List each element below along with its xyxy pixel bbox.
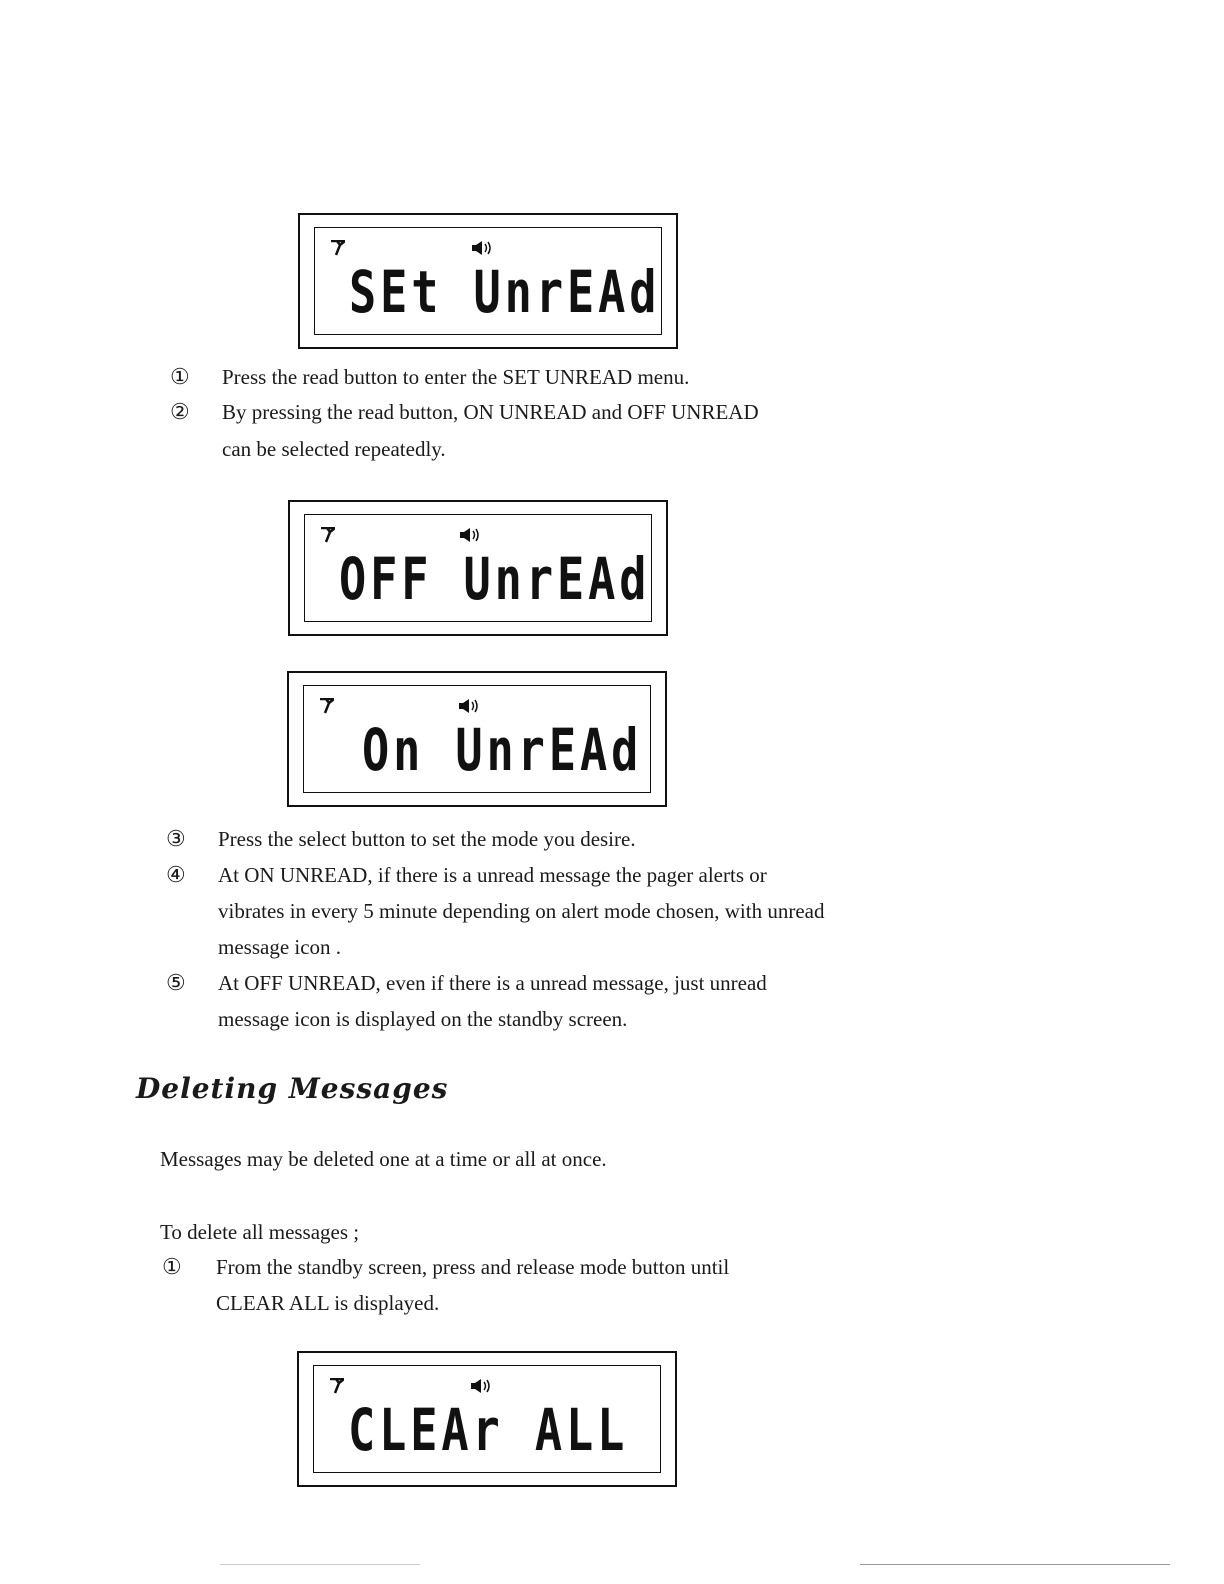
step-number: ③ (166, 826, 186, 851)
step-number: ① (162, 1254, 182, 1279)
scan-artifact (860, 1564, 1170, 1565)
step-text: From the standby screen, press and release mode button until (216, 1255, 730, 1279)
lcd-text: CLEAr ALL (348, 1396, 629, 1464)
step-text-continued: can be selected repeatedly. (222, 437, 446, 461)
lcd-screen (304, 514, 652, 622)
lcd-screen (314, 227, 662, 335)
lcd-display-off-unread (288, 500, 668, 636)
step-text-continued: CLEAR ALL is displayed. (216, 1291, 440, 1315)
step-text: Press the select button to set the mode you desire. (218, 827, 636, 851)
lcd-text: SEt UnrEAd (349, 258, 661, 326)
lcd-display-clear-all (297, 1351, 677, 1487)
lcd-screen (303, 685, 651, 793)
step-text: At ON UNREAD, if there is a unread message the pager alerts or (218, 863, 767, 887)
antenna-icon (330, 1378, 344, 1394)
scan-artifact (220, 1564, 420, 1565)
step-number: ④ (166, 862, 186, 887)
step-text: By pressing the read button, ON UNREAD and OFF UNREAD (222, 400, 759, 424)
step-text: At OFF UNREAD, even if there is a unread message, just unread (218, 971, 767, 995)
step-text: Press the read button to enter the SET UNREAD menu. (222, 365, 690, 389)
section-subhead: To delete all messages ; (160, 1220, 360, 1244)
lcd-text: On UnrEAd (362, 716, 643, 784)
step-text-continued: vibrates in every 5 minute depending on alert mode chosen, with unread (218, 899, 825, 923)
antenna-icon (321, 527, 335, 543)
antenna-icon (320, 698, 334, 714)
section-intro: Messages may be deleted one at a time or all at once. (160, 1147, 607, 1171)
lcd-screen (313, 1365, 661, 1473)
step-text-continued: message icon is displayed on the standby screen. (218, 1007, 628, 1031)
lcd-display-on-unread (287, 671, 667, 807)
step-number: ① (170, 364, 190, 389)
step-number: ⑤ (166, 970, 186, 995)
speaker-icon (470, 1378, 492, 1394)
speaker-icon (459, 527, 481, 543)
antenna-icon (331, 240, 345, 256)
step-text-continued: message icon . (218, 935, 342, 959)
lcd-text: OFF UnrEAd (339, 545, 651, 613)
speaker-icon (471, 240, 493, 256)
section-heading: Deleting Messages (136, 1072, 449, 1105)
speaker-icon (458, 698, 480, 714)
step-number: ② (170, 399, 190, 424)
lcd-display-set-unread (298, 213, 678, 349)
